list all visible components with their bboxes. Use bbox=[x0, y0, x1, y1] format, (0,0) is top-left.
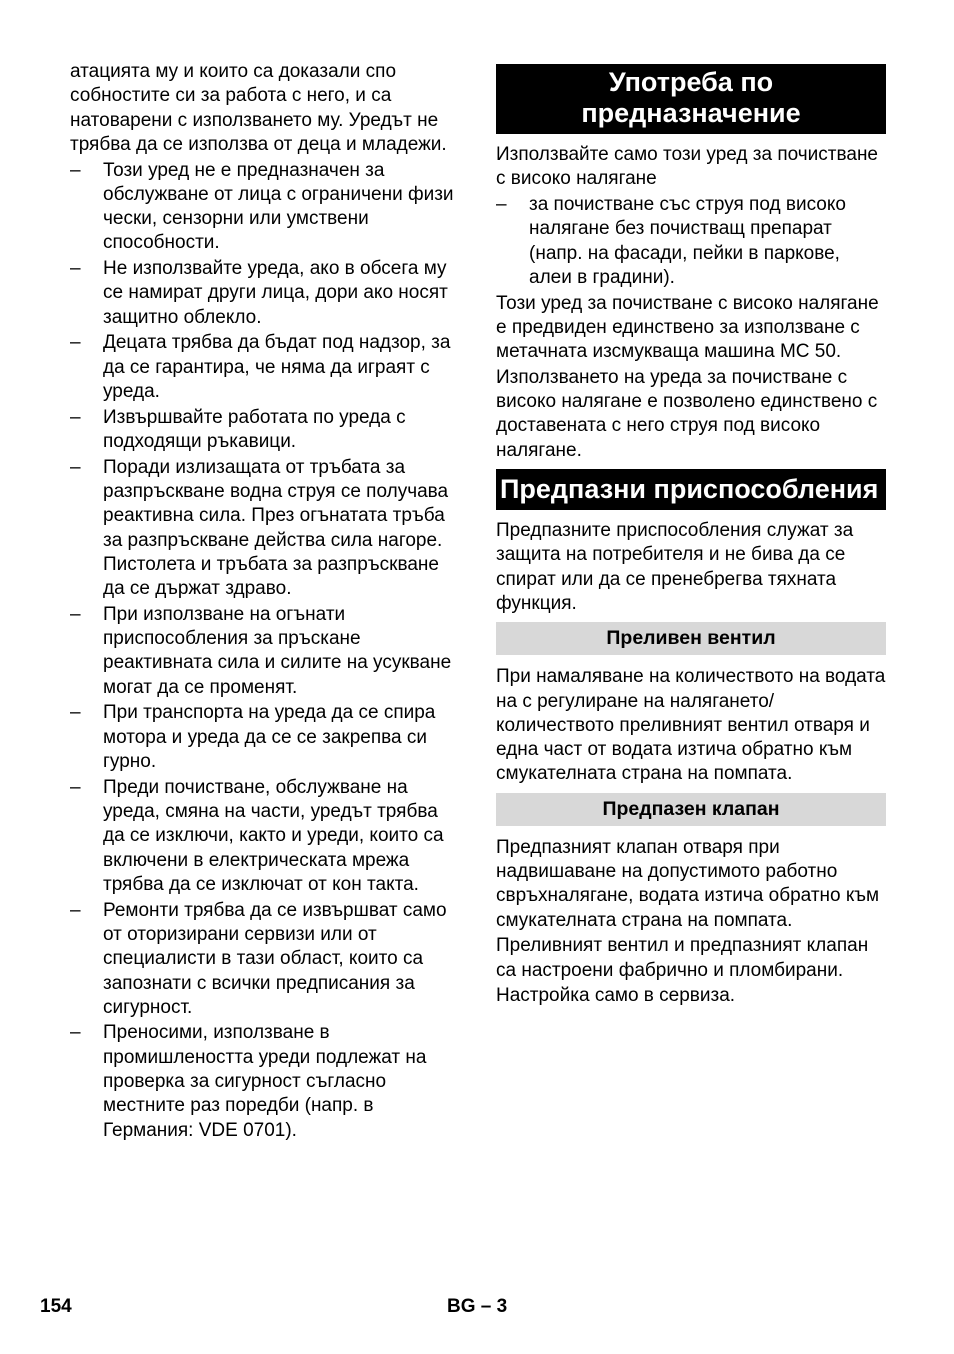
bullet-dash: – bbox=[70, 899, 81, 921]
list-item bbox=[496, 193, 886, 290]
list-item bbox=[70, 776, 460, 897]
bullet-dash: – bbox=[70, 258, 81, 280]
bullet-dash: – bbox=[70, 702, 81, 724]
list-item-text: Преди почистване, обслужване на уреда, смяна на части, уредът трябва да се изключи, както и уреди, които са включени в електрическата мрежа трябва да се изключат от кон такта. bbox=[103, 776, 444, 895]
safety-valve-text: Предпазният клапан отваря при надвишаване на допустимото работно свръхналягане, водата изтича обратно към смукателната страна на помпата. bbox=[496, 836, 880, 931]
subheading-overflow-valve: Преливен вентил bbox=[496, 622, 886, 655]
list-item bbox=[70, 1021, 460, 1142]
bullet-dash: – bbox=[70, 406, 81, 428]
intended-use-intro: Използвайте само този уред за почистване с високо налягане bbox=[496, 144, 879, 190]
section-heading-safety: Предпазни приспособления bbox=[496, 469, 886, 510]
list-item bbox=[70, 406, 460, 455]
list-item bbox=[70, 159, 460, 256]
list-item-text: Преносими, използване в промишлеността уреди подлежат на проверка за сигурност съгласно местните раз поредби (напр. в Германия: VDE 0701). bbox=[103, 1022, 427, 1141]
bullet-dash: – bbox=[70, 1022, 81, 1044]
bullet-dash: – bbox=[70, 776, 81, 798]
list-item-text: Децата трябва да бъдат под надзор, за да се гарантира, че няма да играят с уреда. bbox=[103, 332, 451, 403]
continuation-paragraph: атацията му и които са доказали спо собностите си за работа с него, и са натоварени с използването му. Уредът не трябва да се използва от деца и младежи. bbox=[70, 61, 447, 155]
bullet-dash: – bbox=[70, 456, 81, 478]
bullet-dash: – bbox=[70, 603, 81, 625]
section-heading-intended-use: Употреба по предназначение bbox=[496, 64, 886, 134]
bullet-dash: – bbox=[70, 332, 81, 354]
page-number: 154 bbox=[40, 1296, 72, 1317]
safety-valve-text: Преливният вентил и предпазният клапан са настроени фабрично и пломбирани. bbox=[496, 935, 869, 981]
overflow-valve-text: При намаляване на количеството на водата на с регулиране на налягането/количеството преливният вентил отваря и една част от водата изтича обратно към смукателната страна на помпата. bbox=[496, 666, 886, 785]
safety-intro: Предпазните приспособления служат за защита на потребителя и не бива да се спират или да се пренебрегва тяхната функция. bbox=[496, 520, 854, 614]
list-item bbox=[70, 701, 460, 774]
list-item-text: При използване на огънати приспособления за пръскане реактивната сила и силите на усукване могат да се променят. bbox=[103, 603, 452, 698]
list-item-text: Извършвайте работата по уреда с подходящи ръкавици. bbox=[103, 406, 406, 453]
right-column bbox=[496, 60, 886, 1010]
list-item-text: Не използвайте уреда, ако в обсега му се намират други лица, дори ако носят защитно облекло. bbox=[103, 258, 448, 328]
list-item-text: При транспорта на уреда да се спира мотора и уреда да се се закрепва си гурно. bbox=[103, 702, 436, 773]
list-item bbox=[70, 899, 460, 1020]
list-item-text: за почистване със струя под високо налягане без почистващ препарат (напр. на фасади, пейки в паркове, алеи в градини). bbox=[529, 193, 846, 288]
bullet-dash: – bbox=[70, 159, 81, 181]
list-item-text: Този уред не е предназначен за обслужване от лица с ограничени физи чески, сензорни или умствени способности. bbox=[103, 159, 454, 254]
list-item bbox=[70, 331, 460, 404]
bullet-dash: – bbox=[496, 193, 507, 215]
intended-use-paragraph: Използването на уреда за почистване с високо налягане е позволено единствено с доставената с него струя под високо налягане. bbox=[496, 366, 878, 461]
list-item bbox=[70, 603, 460, 700]
list-item-text: Поради излизащата от тръбата за разпръскване водна струя се получава реактивна сила. През огънатата тръба за разпръскване действа сила нагоре. Пистолета и тръбата за разпръскване да се държат здраво. bbox=[103, 456, 449, 600]
language-page-marker: BG – 3 bbox=[447, 1296, 508, 1317]
list-item bbox=[70, 456, 460, 602]
list-item bbox=[70, 257, 460, 330]
subheading-safety-valve: Предпазен клапан bbox=[496, 793, 886, 826]
left-column bbox=[70, 60, 460, 1144]
list-item-text: Ремонти трябва да се извършват само от оторизирани сервизи или от специалисти в тази област, които са запознати с всички предписания за сигурност. bbox=[103, 899, 447, 1018]
safety-valve-text: Настройка само в сервиза. bbox=[496, 985, 736, 1007]
intended-use-paragraph: Този уред за почистване с високо налягане е предвиден единствено за използване с метачната изсмукваща машина MC 50. bbox=[496, 292, 879, 363]
